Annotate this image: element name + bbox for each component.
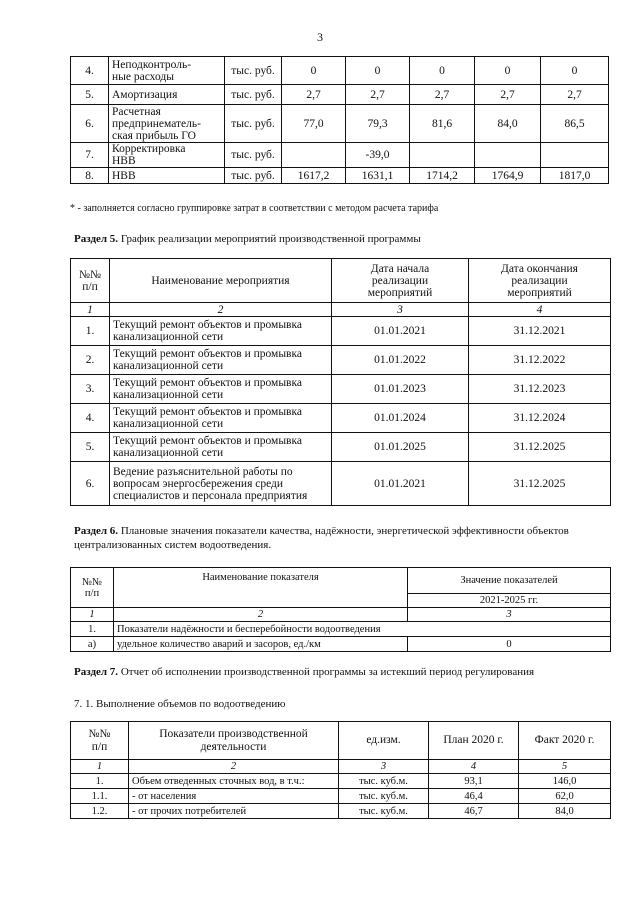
volumes-row-name: - от населения (129, 789, 339, 804)
volumes-header-cell: План 2020 г. (429, 722, 519, 760)
section7-heading (74, 665, 614, 679)
tariff-row-value: 84,0 (475, 105, 541, 143)
tariff-row-value: 86,5 (541, 105, 609, 143)
tariff-row-unit: тыс. руб. (225, 57, 282, 85)
schedule-row-num: 3. (71, 375, 110, 404)
tariff-row-value: 0 (410, 57, 475, 85)
tariff-footnote: * - заполняется согласно группировке затрат в соответствии с методом расчета тарифа (70, 203, 439, 214)
table-row (71, 303, 611, 317)
schedule-row-start: 01.01.2021 (332, 317, 469, 346)
indicators-index-cell: 1 (71, 608, 114, 622)
schedule-row-num: 6. (71, 462, 110, 506)
section6-heading (74, 524, 614, 552)
schedule-header-cell: Дата окончания реализации мероприятий (469, 259, 611, 303)
section5-heading (74, 232, 614, 246)
schedule-row-start: 01.01.2024 (332, 404, 469, 433)
volumes-row-plan: 46,4 (429, 789, 519, 804)
page-number: 3 (317, 30, 323, 44)
section5-title: График реализации мероприятий производственной программы (118, 233, 421, 245)
table-row (71, 760, 611, 774)
section7-title: Отчет об исполнении производственной программы за истекший период регулирования (118, 666, 535, 678)
table-row (71, 57, 609, 85)
tariff-row-value: 2,7 (475, 85, 541, 105)
tariff-row-value: 0 (541, 57, 609, 85)
schedule-row-num: 4. (71, 404, 110, 433)
tariff-row-unit: тыс. руб. (225, 143, 282, 168)
tariff-row-value (282, 143, 346, 168)
tariff-row-name: Неподконтроль- ные расходы (109, 57, 225, 85)
indicators-group-name: Показатели надёжности и бесперебойности водоотведения (114, 622, 611, 637)
table-row (71, 774, 611, 789)
tariff-row-value: 0 (346, 57, 410, 85)
table-row (71, 143, 609, 168)
schedule-row-start: 01.01.2021 (332, 462, 469, 506)
schedule-row-end: 31.12.2025 (469, 462, 611, 506)
volumes-table (70, 721, 611, 819)
schedule-row-name: Текущий ремонт объектов и промывка канализационной сети (110, 346, 332, 375)
table-row (71, 168, 609, 184)
tariff-row-name: Амортизация (109, 85, 225, 105)
indicators-row-name: удельное количество аварий и засоров, ед./км (114, 637, 408, 652)
tariff-row-value: 1617,2 (282, 168, 346, 184)
tariff-row-num: 7. (71, 143, 109, 168)
schedule-row-end: 31.12.2024 (469, 404, 611, 433)
section6-label: Раздел 6. (74, 525, 119, 537)
schedule-table (70, 258, 611, 506)
tariff-row-num: 8. (71, 168, 109, 184)
schedule-index-cell: 4 (469, 303, 611, 317)
table-row (71, 804, 611, 819)
volumes-row-name: Объем отведенных сточных вод, в т.ч.: (129, 774, 339, 789)
volumes-row-plan: 93,1 (429, 774, 519, 789)
table-row (71, 259, 611, 303)
schedule-row-name: Текущий ремонт объектов и промывка канализационной сети (110, 317, 332, 346)
tariff-row-value: 2,7 (282, 85, 346, 105)
volumes-index-cell: 1 (71, 760, 129, 774)
table-row (71, 105, 609, 143)
schedule-row-end: 31.12.2025 (469, 433, 611, 462)
tariff-row-value (410, 143, 475, 168)
indicators-header-period: 2021-2025 гг. (408, 594, 611, 608)
table-row (71, 462, 611, 506)
table-row (71, 317, 611, 346)
tariff-row-num: 6. (71, 105, 109, 143)
schedule-index-cell: 1 (71, 303, 110, 317)
volumes-row-unit: тыс. куб.м. (339, 789, 429, 804)
tariff-row-value: -39,0 (346, 143, 410, 168)
schedule-row-name: Ведение разъяснительной работы по вопросам энергосбережения среди специалистов и персонала предприятия (110, 462, 332, 506)
volumes-header-cell: Факт 2020 г. (519, 722, 611, 760)
table-row (71, 722, 611, 760)
tariff-row-value: 0 (282, 57, 346, 85)
table-row (71, 375, 611, 404)
tariff-table (70, 56, 609, 184)
volumes-row-fact: 84,0 (519, 804, 611, 819)
tariff-row-value: 79,3 (346, 105, 410, 143)
tariff-row-unit: тыс. руб. (225, 105, 282, 143)
table-row (71, 789, 611, 804)
tariff-row-unit: тыс. руб. (225, 85, 282, 105)
volumes-row-fact: 146,0 (519, 774, 611, 789)
indicators-index-cell: 2 (114, 608, 408, 622)
indicators-header-value: Значение показателей (408, 568, 611, 594)
volumes-index-cell: 3 (339, 760, 429, 774)
table-row (71, 85, 609, 105)
tariff-row-name: Корректировка НВВ (109, 143, 225, 168)
volumes-header-cell: Показатели производственной деятельности (129, 722, 339, 760)
schedule-row-start: 01.01.2023 (332, 375, 469, 404)
schedule-row-end: 31.12.2023 (469, 375, 611, 404)
tariff-row-value (541, 143, 609, 168)
schedule-row-num: 5. (71, 433, 110, 462)
indicators-row-num: а) (71, 637, 114, 652)
schedule-index-cell: 2 (110, 303, 332, 317)
volumes-index-cell: 2 (129, 760, 339, 774)
table-row (71, 433, 611, 462)
tariff-row-num: 5. (71, 85, 109, 105)
indicators-group-num: 1. (71, 622, 114, 637)
tariff-row-num: 4. (71, 57, 109, 85)
volumes-index-cell: 4 (429, 760, 519, 774)
volumes-row-num: 1. (71, 774, 129, 789)
tariff-row-value: 81,6 (410, 105, 475, 143)
schedule-header-cell: Наименование мероприятия (110, 259, 332, 303)
tariff-row-value: 1714,2 (410, 168, 475, 184)
volumes-header-cell: ед.изм. (339, 722, 429, 760)
tariff-row-value: 1631,1 (346, 168, 410, 184)
tariff-row-value: 2,7 (346, 85, 410, 105)
tariff-row-value: 0 (475, 57, 541, 85)
indicators-row-value: 0 (408, 637, 611, 652)
volumes-row-unit: тыс. куб.м. (339, 804, 429, 819)
volumes-row-num: 1.1. (71, 789, 129, 804)
tariff-row-value (475, 143, 541, 168)
volumes-row-fact: 62,0 (519, 789, 611, 804)
schedule-row-num: 2. (71, 346, 110, 375)
volumes-row-plan: 46,7 (429, 804, 519, 819)
tariff-row-unit: тыс. руб. (225, 168, 282, 184)
schedule-row-name: Текущий ремонт объектов и промывка канализационной сети (110, 375, 332, 404)
schedule-index-cell: 3 (332, 303, 469, 317)
tariff-row-name: Расчетная предпринематель- ская прибыль ГО (109, 105, 225, 143)
schedule-row-start: 01.01.2025 (332, 433, 469, 462)
indicators-header-num: №№ п/п (71, 568, 114, 608)
tariff-row-value: 1817,0 (541, 168, 609, 184)
volumes-header-cell: №№ п/п (71, 722, 129, 760)
volumes-row-unit: тыс. куб.м. (339, 774, 429, 789)
section7-subtitle: 7. 1. Выполнение объемов по водоотведению (74, 698, 286, 710)
indicators-index-cell: 3 (408, 608, 611, 622)
schedule-row-name: Текущий ремонт объектов и промывка канализационной сети (110, 404, 332, 433)
schedule-row-end: 31.12.2021 (469, 317, 611, 346)
tariff-row-value: 2,7 (541, 85, 609, 105)
section7-label: Раздел 7. (74, 666, 119, 678)
schedule-row-end: 31.12.2022 (469, 346, 611, 375)
tariff-row-value: 77,0 (282, 105, 346, 143)
volumes-index-cell: 5 (519, 760, 611, 774)
table-row (71, 346, 611, 375)
tariff-row-name: НВВ (109, 168, 225, 184)
tariff-row-value: 1764,9 (475, 168, 541, 184)
schedule-row-name: Текущий ремонт объектов и промывка канализационной сети (110, 433, 332, 462)
tariff-row-value: 2,7 (410, 85, 475, 105)
schedule-header-cell: Дата начала реализации мероприятий (332, 259, 469, 303)
volumes-row-num: 1.2. (71, 804, 129, 819)
schedule-row-num: 1. (71, 317, 110, 346)
schedule-row-start: 01.01.2022 (332, 346, 469, 375)
indicators-table (70, 567, 611, 652)
volumes-row-name: - от прочих потребителей (129, 804, 339, 819)
indicators-header-name: Наименование показателя (114, 568, 408, 608)
section6-title: Плановые значения показатели качества, надёжности, энергетической эффективности объектов централизованных систем водоотведения. (74, 525, 569, 551)
section5-label: Раздел 5. (74, 233, 119, 245)
table-row (71, 404, 611, 433)
schedule-header-cell: №№ п/п (71, 259, 110, 303)
